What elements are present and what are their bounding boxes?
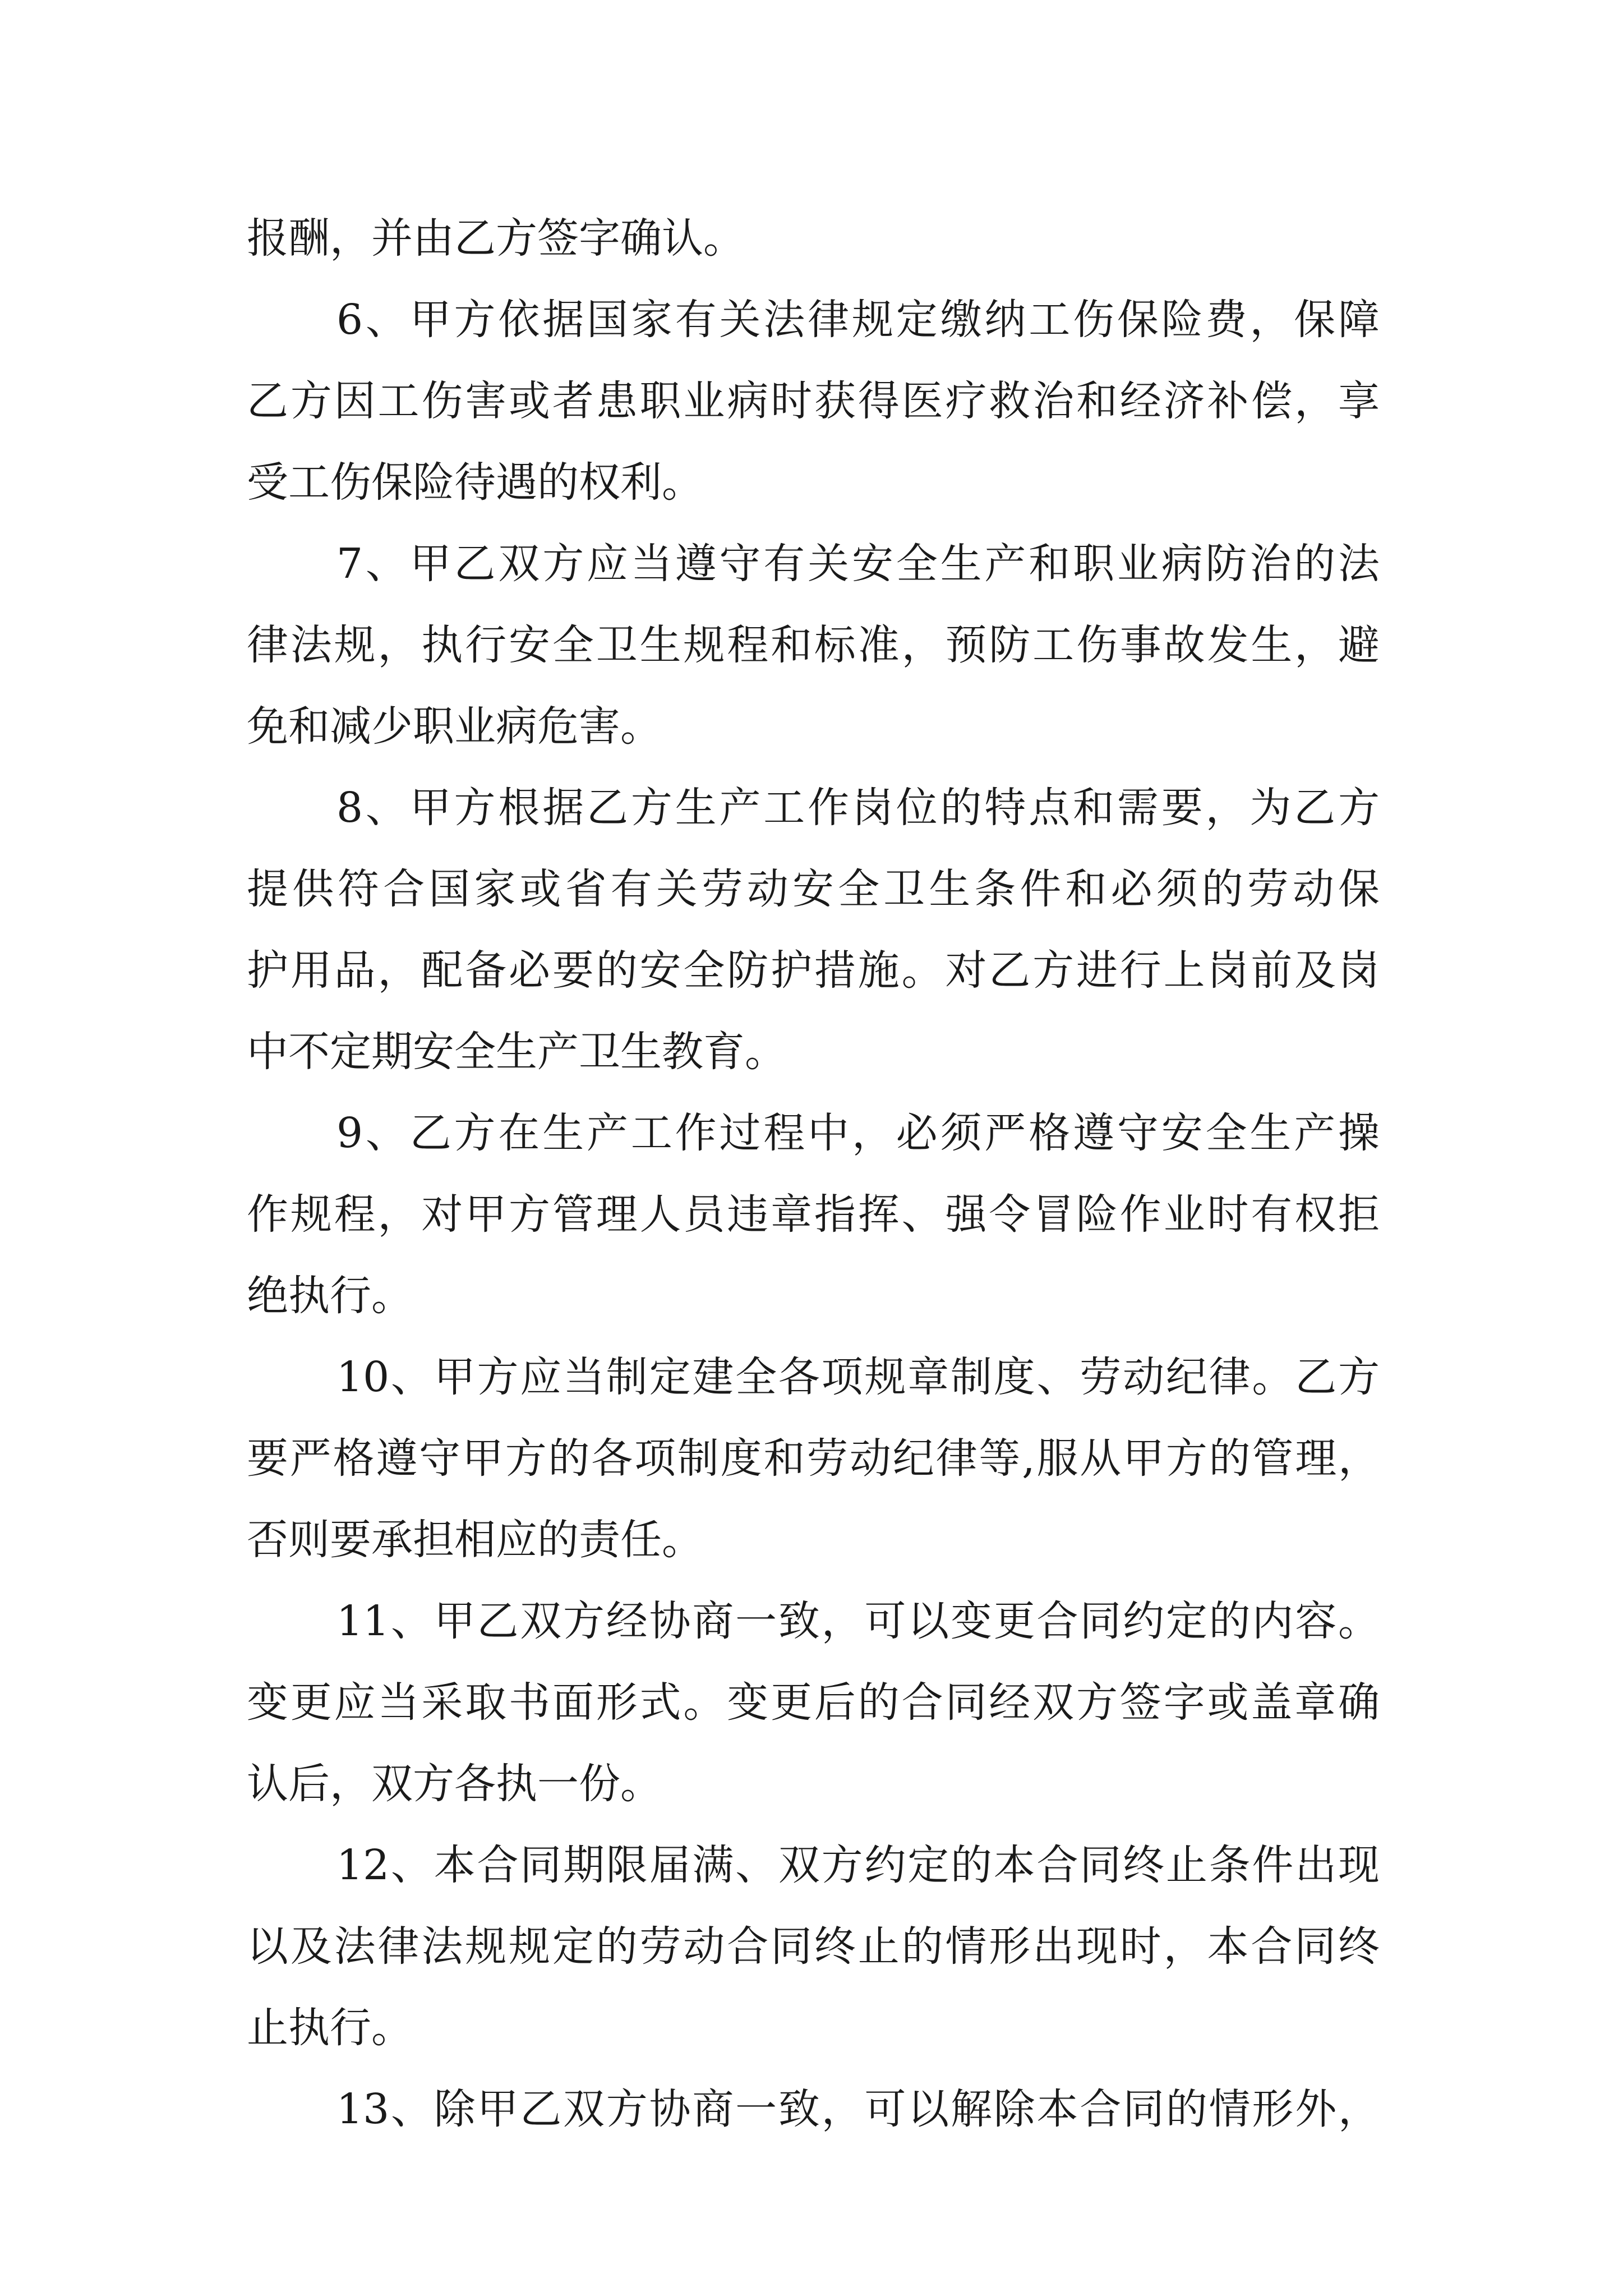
text-line: 律法规，执行安全卫生规程和标准，预防工伤事故发生，避: [247, 621, 1380, 669]
text-line: 10、甲方应当制定建全各项规章制度、劳动纪律。乙方: [336, 1353, 1380, 1401]
text-line: 受工伤保险待遇的权利。: [247, 458, 703, 507]
text-line: 11、甲乙双方经协商一致，可以变更合同约定的内容。: [336, 1597, 1380, 1645]
text-line: 13、除甲乙双方协商一致，可以解除本合同的情形外，: [336, 2085, 1380, 2133]
text-line: 绝执行。: [247, 1272, 413, 1320]
text-line: 否则要承担相应的责任。: [247, 1516, 703, 1564]
text-line: 变更应当采取书面形式。变更后的合同经双方签字或盖章确: [247, 1678, 1380, 1727]
text-line: 中不定期安全生产卫生教育。: [247, 1028, 786, 1076]
text-line: 要严格遵守甲方的各项制度和劳动纪律等,服从甲方的管理，: [247, 1434, 1380, 1483]
text-line: 8、甲方根据乙方生产工作岗位的特点和需要，为乙方: [336, 784, 1380, 832]
text-line: 提供符合国家或省有关劳动安全卫生条件和必须的劳动保: [247, 865, 1380, 913]
text-line: 6、甲方依据国家有关法律规定缴纳工伤保险费，保障: [336, 296, 1380, 344]
text-line: 7、甲乙双方应当遵守有关安全生产和职业病防治的法: [336, 540, 1380, 588]
text-line: 以及法律法规规定的劳动合同终止的情形出现时，本合同终: [247, 1922, 1380, 1971]
text-line: 护用品，配备必要的安全防护措施。对乙方进行上岗前及岗: [247, 946, 1380, 995]
text-line: 作规程，对甲方管理人员违章指挥、强令冒险作业时有权拒: [247, 1190, 1380, 1239]
text-line: 12、本合同期限届满、双方约定的本合同终止条件出现: [336, 1841, 1380, 1889]
text-line: 报酬，并由乙方签字确认。: [247, 214, 745, 263]
text-line: 认后，双方各执一份。: [247, 1760, 662, 1808]
text-line: 止执行。: [247, 2004, 413, 2052]
text-line: 免和减少职业病危害。: [247, 702, 662, 751]
text-line: 乙方因工伤害或者患职业病时获得医疗救治和经济补偿，享: [247, 377, 1380, 425]
text-line: 9、乙方在生产工作过程中，必须严格遵守安全生产操: [336, 1109, 1380, 1157]
